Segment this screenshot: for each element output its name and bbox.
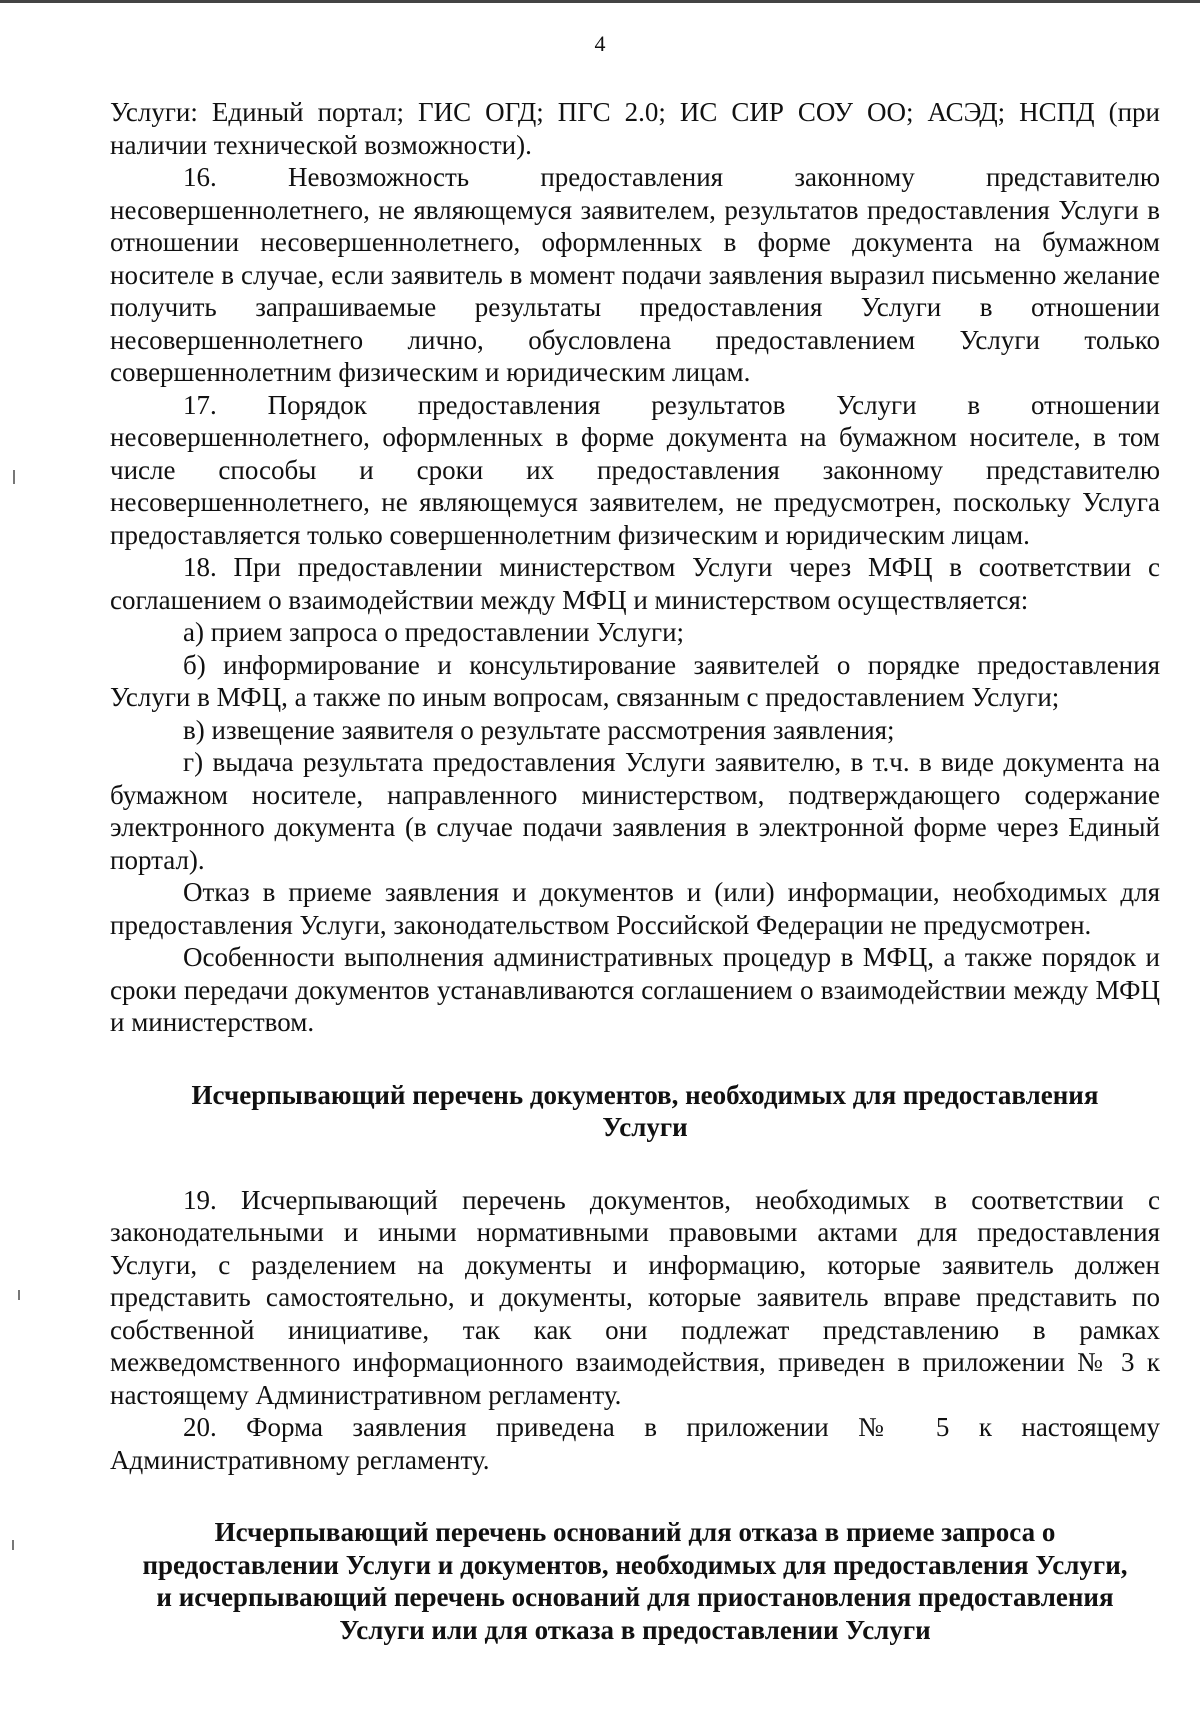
paragraph-features: Особенности выполнения административных процедур в МФЦ, а также порядок и сроки передачи документов устанавливаются соглашением о взаимодействии между МФЦ и министерством. xyxy=(110,942,1160,1037)
document-body xyxy=(110,96,1160,1646)
section-heading-refusal-grounds xyxy=(110,1516,1160,1646)
heading-line: Исчерпывающий перечень документов, необходимых для предоставления xyxy=(191,1079,1099,1110)
paragraph-19: 19. Исчерпывающий перечень документов, необходимых в соответствии с законодательными и иными нормативными правовыми актами для предоставления Услуги, с разделением на документы и информацию, которые заявитель должен представить самостоятельно, и документы, которые заявитель вправе представить по собственной инициативе, так как они подлежат представлению в рамках межведомственного информационного взаимодействия, приведен в приложении № 3 к настоящему Административном регламенту. xyxy=(110,1184,1160,1410)
heading-line: Исчерпывающий перечень оснований для отказа в приеме запроса о xyxy=(214,1517,1056,1547)
margin-mark xyxy=(12,1540,14,1550)
margin-mark xyxy=(18,1290,20,1300)
heading-line: Услуги xyxy=(602,1112,688,1142)
paragraph-refusal: Отказ в приеме заявления и документов и (или) информации, необходимых для предоставления Услуги, законодательством Российской Федерации не предусмотрен. xyxy=(110,877,1160,940)
heading-line: Услуги или для отказа в предоставлении Услуги xyxy=(339,1614,931,1645)
list-item-v: в) извещение заявителя о результате рассмотрения заявления; xyxy=(183,714,895,745)
heading-line: предоставлении Услуги и документов, необходимых для предоставления Услуги, xyxy=(142,1549,1128,1580)
list-item-b: б) информирование и консультирование заявителей о порядке предоставления Услуги в МФЦ, а также по иным вопросам, связанным с предоставлением Услуги; xyxy=(110,649,1160,712)
paragraph: Услуги: Единый портал; ГИС ОГД; ПГС 2.0; ИС СИР СОУ ОО; АСЭД; НСПД (при наличии технической возможности). xyxy=(110,97,1160,160)
margin-mark xyxy=(13,470,15,484)
heading-line: и исчерпывающий перечень оснований для приостановления предоставления xyxy=(156,1582,1114,1612)
page-number: 4 xyxy=(594,31,606,56)
top-edge-line xyxy=(0,0,1200,3)
list-item-g: г) выдача результата предоставления Услуги заявителю, в т.ч. в виде документа на бумажном носителе, направленного министерством, подтверждающего содержание электронного документа (в случае подачи заявления в электронной форме через Единый портал). xyxy=(110,747,1160,875)
section-heading-documents xyxy=(110,1079,1160,1144)
paragraph-18: 18. При предоставлении министерством Услуги через МФЦ в соответствии с соглашением о взаимодействии между МФЦ и министерством осуществляется: xyxy=(110,552,1160,615)
paragraph-20: 20. Форма заявления приведена в приложении № 5 к настоящему Административному регламенту. xyxy=(110,1412,1160,1475)
paragraph-17: 17. Порядок предоставления результатов Услуги в отношении несовершеннолетнего, оформленных в форме документа на бумажном носителе, в том числе способы и сроки их предоставления законному представителю несовершеннолетнего, не являющемуся заявителем, не предусмотрен, поскольку Услуга предоставляется только совершеннолетним физическим и юридическим лицам. xyxy=(110,389,1160,550)
paragraph-16: 16. Невозможность предоставления законному представителю несовершеннолетнего, не являющемуся заявителем, результатов предоставления Услуги в отношении несовершеннолетнего, оформленных в форме документа на бумажном носителе в случае, если заявитель в момент подачи заявления выразил письменно желание получить запрашиваемые результаты предоставления Услуги в отношении несовершеннолетнего лично, обусловлена предоставлением Услуги только совершеннолетним физическим и юридическим лицам. xyxy=(110,162,1160,387)
list-item-a: а) прием запроса о предоставлении Услуги; xyxy=(183,617,685,647)
